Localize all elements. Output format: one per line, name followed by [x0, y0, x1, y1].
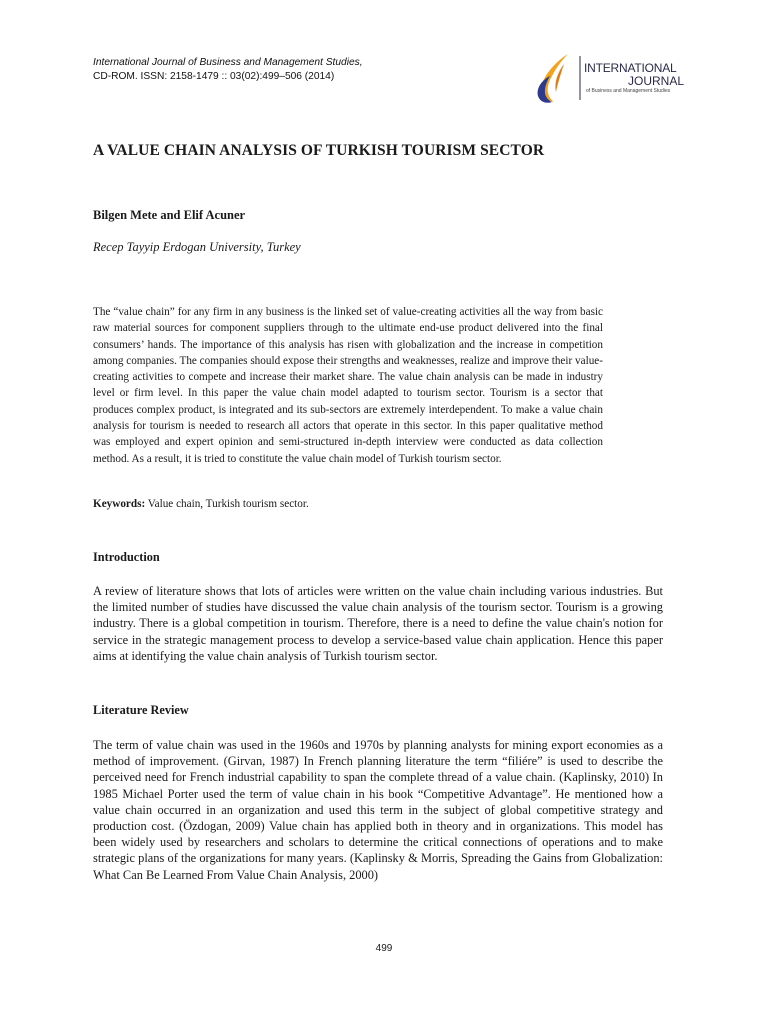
- logo-line-3: of Business and Management Studies: [586, 88, 671, 94]
- section-text-introduction: A review of literature shows that lots of articles were written on the value chain including various industries. But the limited number of studies have discussed the value chain analysis of the tourism sector. Tourism is a growing industry. There is a global competition in tourism. Therefore, there is a need to define the value chain's notion for service in the strategic management process to develop a service-based value chain application. Hence this paper aims at identifying the value chain analysis of Turkish tourism sector.: [93, 584, 663, 663]
- section-heading-introduction: Introduction: [93, 550, 160, 564]
- paper-authors: Bilgen Mete and Elif Acuner: [93, 208, 246, 222]
- logo-line-1: INTERNATIONAL: [584, 61, 677, 75]
- keywords: [93, 498, 309, 510]
- logo-line-2: JOURNAL: [628, 74, 685, 88]
- abstract: The “value chain” for any firm in any business is the linked set of value-creating activities all the way from basic raw material sources for component suppliers through to the ultimate end-use product delivered into the final consumers’ hands. The importance of this analysis has risen with globalization and the increase in competition among companies. The companies should expose their strengths and weaknesses, realize and improve their value-creating activities to compete and increase their market share. The value chain analysis can be made in industry level or firm level. In this paper the value chain model adapted to tourism sector. Tourism is a sector that produces complex product, is integrated and its sub-sectors are extremely interdependent. To make a value chain analysis for tourism is needed to research all actors that operate in this sector. In this paper qualitative method was employed and expert opinion and semi-structured in-depth interview were conducted as data collection method. As a result, it is tried to constitute the value chain model of Turkish tourism sector.: [93, 306, 603, 465]
- section-heading-literature-review: Literature Review: [93, 703, 189, 717]
- section-text-literature-review: The term of value chain was used in the 1960s and 1970s by planning analysts for mining export economies as a method of improvement. (Girvan, 1987) In French planning literature the term “filiére” is used to describe the perceived need for French industrial capability to span the complete thread of a value chain. (Kaplinsky, 2010) In 1985 Michael Porter used the term of value chain in his book “Competitive Advantage”. He mentioned how a value chain occurred in an organization and used this term in the subject of global competitive strategy and production cost. (Özdogan, 2009) Value chain has applied both in theory and in organizations. This model has been widely used by researchers and scholars to determine the critical connections of operations and to make strategic plans of the organizations for many years. (Kaplinsky & Morris, Spreading the Gains from Globalization: What Can Be Learned From Value Chain Analysis, 2000): [93, 738, 663, 882]
- page-number: 499: [375, 943, 393, 954]
- keywords-label: Keywords:: [93, 498, 146, 510]
- journal-header: [93, 56, 363, 84]
- journal-name: International Journal of Business and Management Studies,: [93, 57, 363, 68]
- journal-issn: CD-ROM. ISSN: 2158-1479 :: 03(02):499–506 (2014): [93, 71, 335, 82]
- paper-affiliation: Recep Tayyip Erdogan University, Turkey: [93, 240, 301, 254]
- keywords-text: Value chain, Turkish tourism sector.: [145, 498, 309, 510]
- logo-text: [584, 62, 684, 95]
- paper-title: A VALUE CHAIN ANALYSIS OF TURKISH TOURISM SECTOR: [93, 142, 545, 159]
